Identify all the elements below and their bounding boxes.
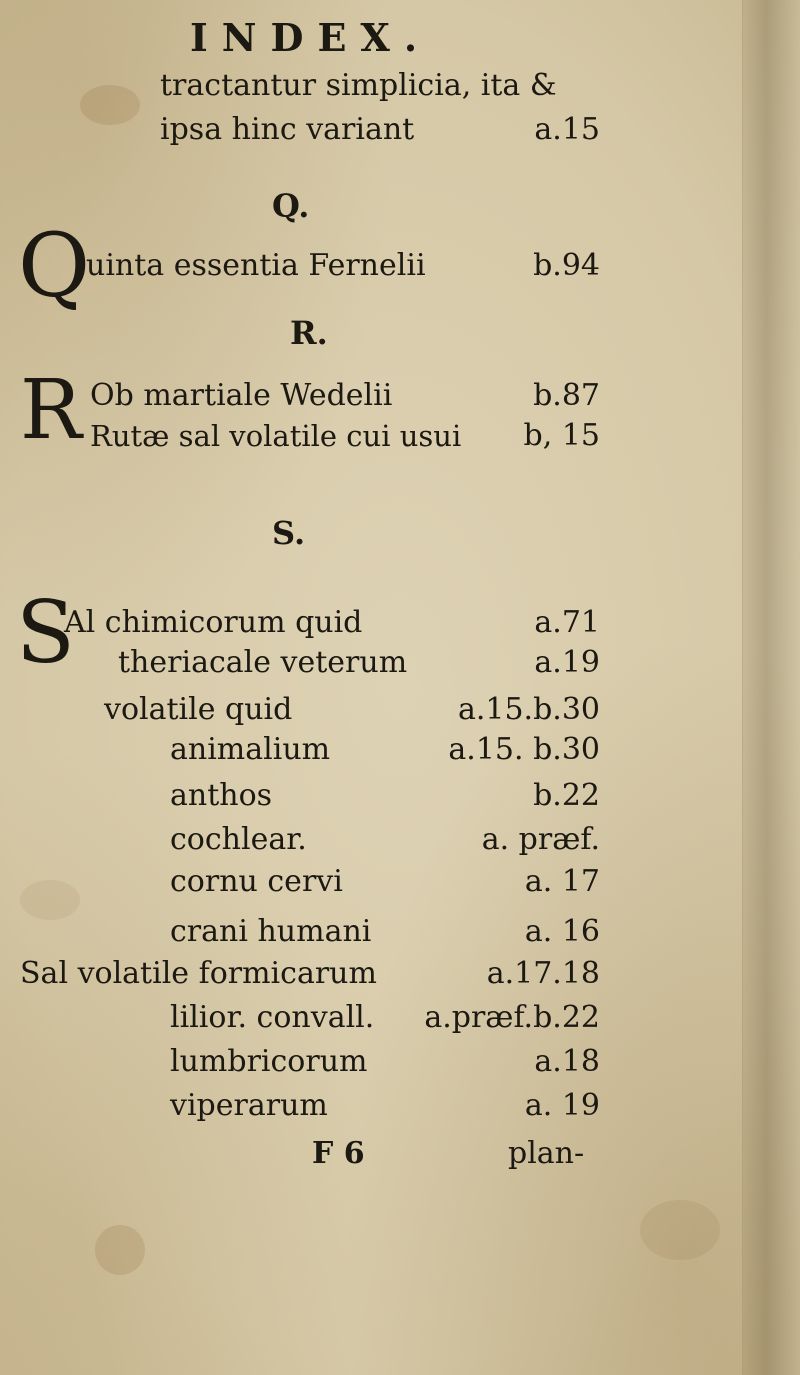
- index-entry-page: a.15: [534, 112, 600, 147]
- page-gutter: [742, 0, 800, 1375]
- index-entry-text: tractantur simplicia, ita &: [160, 68, 557, 103]
- drop-cap-r: R: [20, 363, 82, 458]
- index-entry-text: ipsa hinc variant: [160, 112, 415, 147]
- section-letter-s: S.: [272, 514, 306, 552]
- index-entry-text: uinta essentia Fernelii: [86, 248, 426, 283]
- index-entry-text: viperarum: [170, 1088, 328, 1123]
- index-entry-page: a.18: [534, 1044, 600, 1079]
- index-entry-page: a.15. b.30: [448, 732, 600, 767]
- index-entry-text: cornu cervi: [170, 864, 343, 899]
- section-letter-r: R.: [290, 314, 328, 352]
- paper-stain: [95, 1225, 145, 1275]
- index-entry-page: a.17.18: [486, 956, 600, 991]
- index-entry-page: a. 17: [524, 864, 600, 899]
- index-entry-page: a.19: [534, 645, 600, 680]
- catchword: plan-: [508, 1136, 585, 1171]
- index-entry-text: theriacale veterum: [118, 645, 408, 680]
- drop-cap-q: Q: [18, 214, 91, 317]
- index-entry-page: a. præf.: [481, 822, 600, 857]
- index-entry-page: b, 15: [523, 418, 600, 453]
- index-entry-page: a.præf.b.22: [424, 1000, 600, 1035]
- index-entry-text: Rutæ sal volatile cui usui: [90, 419, 462, 453]
- index-entry-text: Ob martiale Wedelii: [90, 378, 393, 413]
- index-entry-text: Sal volatile formicarum: [20, 956, 377, 991]
- index-entry-text: cochlear.: [170, 822, 307, 857]
- index-entry-text: volatile quid: [104, 692, 293, 727]
- drop-cap-s: S: [16, 583, 75, 683]
- section-letter-q: Q.: [272, 187, 310, 225]
- index-entry-text: lumbricorum: [170, 1044, 368, 1079]
- index-entry-text: crani humani: [170, 914, 372, 949]
- paper-stain: [20, 880, 80, 920]
- paper-stain: [640, 1200, 720, 1260]
- index-entry-page: a.15.b.30: [457, 692, 600, 727]
- index-entry-text: anthos: [170, 778, 273, 813]
- index-entry-page: b.87: [533, 378, 600, 413]
- index-entry-text: Al chimicorum quid: [64, 605, 363, 640]
- index-entry-page: a. 19: [524, 1088, 600, 1123]
- index-entry-text: lilior. convall.: [170, 1000, 375, 1035]
- index-entry-page: a.71: [534, 605, 600, 640]
- page-title: INDEX.: [190, 15, 432, 60]
- index-entry-page: a. 16: [524, 914, 600, 949]
- index-entry-text: animalium: [170, 732, 331, 767]
- index-entry-page: b.94: [533, 248, 600, 283]
- index-entry-page: b.22: [533, 778, 600, 813]
- paper-stain: [80, 85, 140, 125]
- signature-mark: F 6: [312, 1136, 365, 1171]
